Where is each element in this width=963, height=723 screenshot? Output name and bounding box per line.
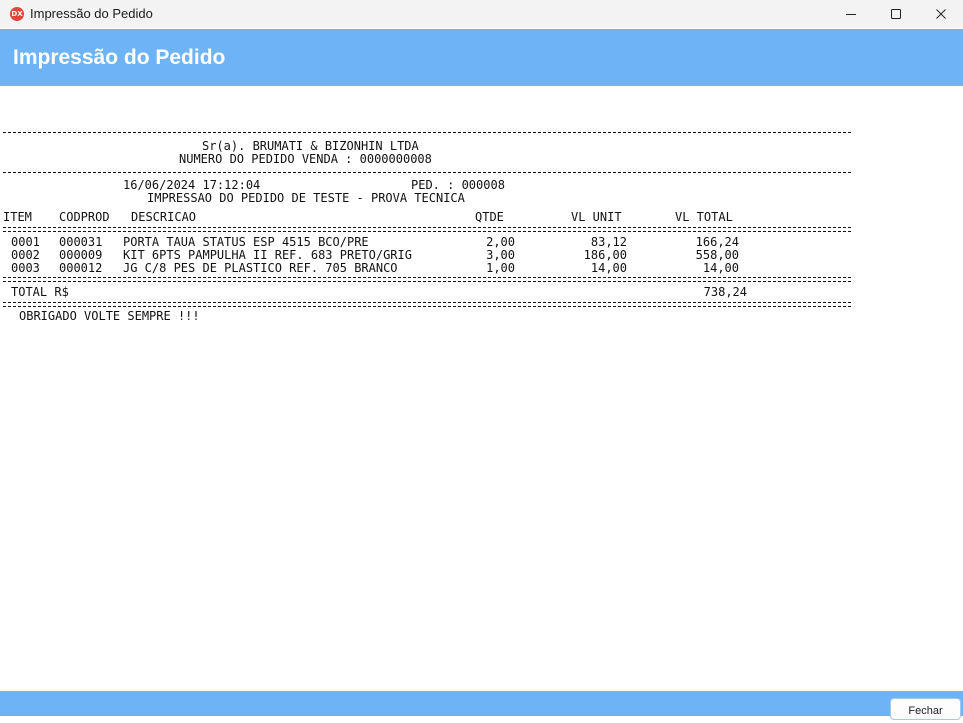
row-codprod: 000012: [59, 261, 103, 275]
minimize-button[interactable]: [828, 0, 874, 28]
fechar-button[interactable]: Fechar: [890, 698, 961, 720]
total-line: [3, 286, 851, 299]
row-item: 0002: [11, 248, 40, 262]
thanks-line: [3, 310, 851, 323]
maximize-button[interactable]: [873, 0, 919, 28]
column-header-vl-total: VL TOTAL: [675, 210, 733, 224]
page-title: Impressão do Pedido: [13, 46, 226, 69]
maximize-icon: [890, 8, 902, 20]
row-qtde: 3,00: [486, 248, 515, 262]
thanks-message: OBRIGADO VOLTE SEMPRE !!!: [19, 309, 200, 323]
order-datetime: 16/06/2024 17:12:04: [123, 178, 261, 192]
ped-number: PED. : 000008: [411, 178, 505, 192]
total-label: TOTAL R$: [11, 285, 69, 299]
row-vl-total: 558,00: [695, 248, 739, 262]
items-table: [3, 236, 851, 275]
column-header-vl-unit: VL UNIT: [571, 210, 622, 224]
order-report: [3, 124, 851, 323]
row-vl-unit: 14,00: [590, 261, 627, 275]
separator-line: [3, 227, 851, 232]
order-description: IMPRESSAO DO PEDIDO DE TESTE - PROVA TECNICA: [147, 191, 465, 205]
row-descricao: JG C/8 PES DE PLASTICO REF. 705 BRANCO: [123, 261, 398, 275]
row-item: 0001: [11, 235, 40, 249]
minimize-icon: [845, 8, 857, 20]
window-title: Impressão do Pedido: [30, 6, 153, 21]
row-qtde: 1,00: [486, 261, 515, 275]
row-codprod: 000009: [59, 248, 103, 262]
row-descricao: KIT 6PTS PAMPULHA II REF. 683 PRETO/GRIG: [123, 248, 412, 262]
column-header-codprod: CODPROD: [59, 210, 110, 224]
row-vl-total: 14,00: [702, 261, 739, 275]
footer-band: [0, 691, 963, 716]
description-line: [3, 192, 851, 205]
column-header-qtde: QTDE: [475, 210, 504, 224]
app-logo-icon: DX: [10, 7, 24, 21]
row-codprod: 000031: [59, 235, 103, 249]
separator-line: [3, 172, 851, 173]
row-vl-total: 166,24: [695, 235, 739, 249]
row-descricao: PORTA TAUA STATUS ESP 4515 BCO/PRE: [123, 235, 369, 249]
order-number-line: [3, 153, 851, 166]
row-vl-unit: 83,12: [590, 235, 627, 249]
column-header-descricao: DESCRICAO: [131, 210, 197, 224]
window-titlebar: [0, 0, 963, 28]
separator-line: [3, 302, 851, 307]
row-vl-unit: 186,00: [583, 248, 627, 262]
separator-line: [3, 132, 851, 133]
close-icon: [935, 8, 947, 20]
column-header-item: ITEM: [3, 210, 32, 224]
window-close-button[interactable]: [918, 0, 963, 28]
separator-line: [3, 277, 851, 282]
header-band: [0, 29, 963, 86]
order-number: NUMERO DO PEDIDO VENDA : 0000000008: [179, 152, 432, 166]
customer-name: Sr(a). BRUMATI & BIZONHIN LTDA: [202, 139, 419, 153]
table-row: [3, 262, 851, 275]
table-header: [3, 211, 851, 224]
total-value: 738,24: [703, 285, 747, 299]
row-qtde: 2,00: [486, 235, 515, 249]
row-item: 0003: [11, 261, 40, 275]
